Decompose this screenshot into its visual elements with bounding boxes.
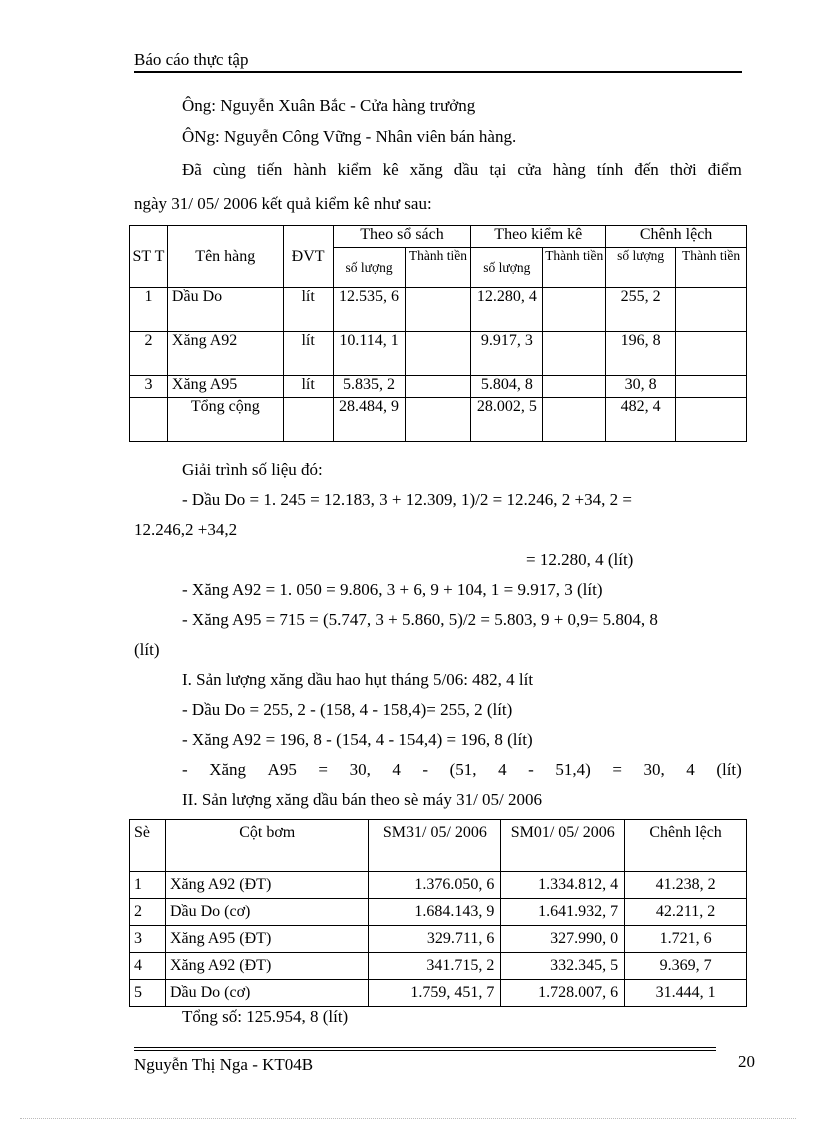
total-unit bbox=[283, 398, 333, 442]
inventory-table bbox=[129, 225, 747, 442]
word: 4 bbox=[686, 760, 695, 779]
word: 4 bbox=[498, 760, 507, 779]
word: tại bbox=[489, 160, 507, 179]
row-se: 4 bbox=[130, 953, 166, 980]
col-header-sm1: SM31/ 05/ 2006 bbox=[369, 820, 501, 872]
total-diff-amount bbox=[676, 398, 747, 442]
row-check-qty: 5.804, 8 bbox=[471, 376, 543, 398]
table-row bbox=[130, 288, 747, 332]
row-stt: 3 bbox=[130, 376, 168, 398]
word: xăng bbox=[409, 160, 443, 179]
word: - bbox=[422, 760, 429, 779]
word: kê bbox=[382, 160, 399, 179]
explain-line-2: 12.246,2 +34,2 bbox=[134, 520, 238, 539]
word: Xăng bbox=[209, 760, 247, 779]
word: thời bbox=[669, 160, 697, 179]
word: (51, bbox=[449, 760, 477, 779]
row-se: 2 bbox=[130, 899, 166, 926]
col-header-unit: ĐVT bbox=[283, 226, 333, 288]
row-pump: Dầu Do (cơ) bbox=[165, 980, 369, 1007]
pump-total: Tổng số: 125.954, 8 (lít) bbox=[182, 1007, 349, 1026]
col-header-diff: Chênh lệch bbox=[625, 820, 747, 872]
page-header: Báo cáo thực tập bbox=[134, 50, 249, 69]
col-header-check-qty: số lượng bbox=[471, 248, 543, 288]
word: tiến bbox=[256, 160, 283, 179]
row-check-amount bbox=[543, 332, 606, 376]
section1-title: I. Sản lượng xăng dầu hao hụt tháng 5/06: 482, 4 lít bbox=[182, 670, 534, 689]
table-row bbox=[130, 953, 747, 980]
row-book-qty: 10.114, 1 bbox=[333, 332, 405, 376]
table-row bbox=[130, 926, 747, 953]
row-sm2: 1.641.932, 7 bbox=[501, 899, 625, 926]
col-header-diff-amount: Thành tiền bbox=[676, 248, 747, 288]
row-diff: 41.238, 2 bbox=[625, 872, 747, 899]
word: (lít) bbox=[716, 760, 742, 779]
row-book-amount bbox=[405, 288, 471, 332]
row-sm1: 329.711, 6 bbox=[369, 926, 501, 953]
total-book-qty: 28.484, 9 bbox=[333, 398, 405, 442]
word: 4 bbox=[392, 760, 401, 779]
row-se: 3 bbox=[130, 926, 166, 953]
row-stt: 2 bbox=[130, 332, 168, 376]
table-row bbox=[130, 332, 747, 376]
row-check-qty: 12.280, 4 bbox=[471, 288, 543, 332]
col-header-diff: Chênh lệch bbox=[606, 226, 747, 248]
row-diff-qty: 196, 8 bbox=[606, 332, 676, 376]
word: - bbox=[528, 760, 534, 779]
row-book-amount bbox=[405, 376, 471, 398]
row-check-amount bbox=[543, 288, 606, 332]
word: = bbox=[318, 760, 329, 779]
word: kiểm bbox=[337, 160, 372, 179]
row-name: Dầu Do bbox=[167, 288, 283, 332]
row-se: 1 bbox=[130, 872, 166, 899]
row-sm1: 1.684.143, 9 bbox=[369, 899, 501, 926]
col-header-diff-qty: số lượng bbox=[606, 248, 676, 288]
table-row bbox=[130, 376, 747, 398]
row-diff-qty: 30, 8 bbox=[606, 376, 676, 398]
col-header-book-qty: số lượng bbox=[333, 248, 405, 288]
explain-line-3: = 12.280, 4 (lít) bbox=[526, 550, 634, 569]
row-book-qty: 12.535, 6 bbox=[333, 288, 405, 332]
bottom-dotted-rule bbox=[20, 1118, 796, 1119]
section1-line-1: - Dầu Do = 255, 2 - (158, 4 - 158,4)= 255, 2 (lít) bbox=[182, 700, 513, 719]
footer-rule bbox=[134, 1047, 716, 1048]
row-diff-amount bbox=[676, 288, 747, 332]
page-number: 20 bbox=[738, 1052, 755, 1071]
total-book-amount bbox=[405, 398, 471, 442]
explain-line-1: - Dầu Do = 1. 245 = 12.183, 3 + 12.309, 1)/2 = 12.246, 2 +34, 2 = bbox=[182, 490, 632, 509]
word: A95 bbox=[267, 760, 297, 779]
pump-table bbox=[129, 819, 747, 1007]
word: đến bbox=[634, 160, 659, 179]
row-book-amount bbox=[405, 332, 471, 376]
word: cửa bbox=[517, 160, 542, 179]
word: dầu bbox=[453, 160, 479, 179]
table-row bbox=[130, 872, 747, 899]
row-pump: Xăng A95 (ĐT) bbox=[165, 926, 369, 953]
section1-line-2: - Xăng A92 = 196, 8 - (154, 4 - 154,4) = 196, 8 (lít) bbox=[182, 730, 533, 749]
col-header-book-amount: Thành tiền bbox=[405, 248, 471, 288]
total-stt bbox=[130, 398, 168, 442]
intro-line-2: ÔNg: Nguyễn Công Vững - Nhân viên bán hàng. bbox=[182, 127, 517, 146]
row-sm1: 341.715, 2 bbox=[369, 953, 501, 980]
word: điểm bbox=[707, 160, 742, 179]
row-pump: Xăng A92 (ĐT) bbox=[165, 953, 369, 980]
row-se: 5 bbox=[130, 980, 166, 1007]
intro-line-1: Ông: Nguyễn Xuân Bắc - Cửa hàng trưởng bbox=[182, 96, 476, 115]
header-rule bbox=[134, 71, 742, 73]
word: Đã bbox=[182, 160, 202, 179]
row-name: Xăng A92 bbox=[167, 332, 283, 376]
row-diff: 31.444, 1 bbox=[625, 980, 747, 1007]
row-pump: Xăng A92 (ĐT) bbox=[165, 872, 369, 899]
intro-line-4: ngày 31/ 05/ 2006 kết quả kiểm kê như sau: bbox=[134, 194, 432, 213]
col-header-name: Tên hàng bbox=[167, 226, 283, 288]
row-unit: lít bbox=[283, 332, 333, 376]
col-header-book: Theo sổ sách bbox=[333, 226, 471, 248]
total-label: Tổng cộng bbox=[167, 398, 283, 442]
total-check-amount bbox=[543, 398, 606, 442]
row-diff-qty: 255, 2 bbox=[606, 288, 676, 332]
row-sm2: 332.345, 5 bbox=[501, 953, 625, 980]
word: = bbox=[612, 760, 622, 779]
col-header-sm2: SM01/ 05/ 2006 bbox=[501, 820, 625, 872]
row-name: Xăng A95 bbox=[167, 376, 283, 398]
row-diff: 1.721, 6 bbox=[625, 926, 747, 953]
row-pump: Dầu Do (cơ) bbox=[165, 899, 369, 926]
row-diff-amount bbox=[676, 376, 747, 398]
row-sm1: 1.376.050, 6 bbox=[369, 872, 501, 899]
word: tính bbox=[596, 160, 624, 179]
row-book-qty: 5.835, 2 bbox=[333, 376, 405, 398]
col-header-check: Theo kiểm kê bbox=[471, 226, 606, 248]
word: hàng bbox=[552, 160, 586, 179]
word: 51,4) bbox=[555, 760, 591, 779]
explain-line-5: - Xăng A95 = 715 = (5.747, 3 + 5.860, 5)/2 = 5.803, 9 + 0,9= 5.804, 8 bbox=[182, 610, 658, 629]
row-unit: lít bbox=[283, 376, 333, 398]
row-sm1: 1.759, 451, 7 bbox=[369, 980, 501, 1007]
footer-author: Nguyễn Thị Nga - KT04B bbox=[134, 1055, 314, 1074]
row-diff-amount bbox=[676, 332, 747, 376]
col-header-se: Sè bbox=[130, 820, 166, 872]
row-unit: lít bbox=[283, 288, 333, 332]
table-row bbox=[130, 899, 747, 926]
row-diff: 9.369, 7 bbox=[625, 953, 747, 980]
col-header-check-amount: Thành tiền bbox=[543, 248, 606, 288]
word: hành bbox=[293, 160, 327, 179]
explain-line-6: (lít) bbox=[134, 640, 160, 659]
row-sm2: 327.990, 0 bbox=[501, 926, 625, 953]
col-header-pump: Cột bơm bbox=[165, 820, 369, 872]
explain-line-4: - Xăng A92 = 1. 050 = 9.806, 3 + 6, 9 + 104, 1 = 9.917, 3 (lít) bbox=[182, 580, 603, 599]
word: - bbox=[182, 760, 188, 779]
row-sm2: 1.728.007, 6 bbox=[501, 980, 625, 1007]
word: cùng bbox=[212, 160, 246, 179]
row-check-qty: 9.917, 3 bbox=[471, 332, 543, 376]
total-check-qty: 28.002, 5 bbox=[471, 398, 543, 442]
row-diff: 42.211, 2 bbox=[625, 899, 747, 926]
section1-line-3 bbox=[134, 760, 742, 780]
word: 30, bbox=[349, 760, 371, 779]
total-diff-qty: 482, 4 bbox=[606, 398, 676, 442]
section2-title: II. Sản lượng xăng dầu bán theo sè máy 31/ 05/ 2006 bbox=[182, 790, 543, 809]
row-sm2: 1.334.812, 4 bbox=[501, 872, 625, 899]
footer-rule-2 bbox=[134, 1050, 716, 1051]
row-check-amount bbox=[543, 376, 606, 398]
explain-title: Giải trình số liệu đó: bbox=[182, 460, 323, 479]
word: 30, bbox=[643, 760, 665, 779]
table-total-row bbox=[130, 398, 747, 442]
row-stt: 1 bbox=[130, 288, 168, 332]
col-header-stt: ST T bbox=[130, 226, 168, 288]
intro-line-3 bbox=[134, 160, 742, 180]
table-row bbox=[130, 980, 747, 1007]
